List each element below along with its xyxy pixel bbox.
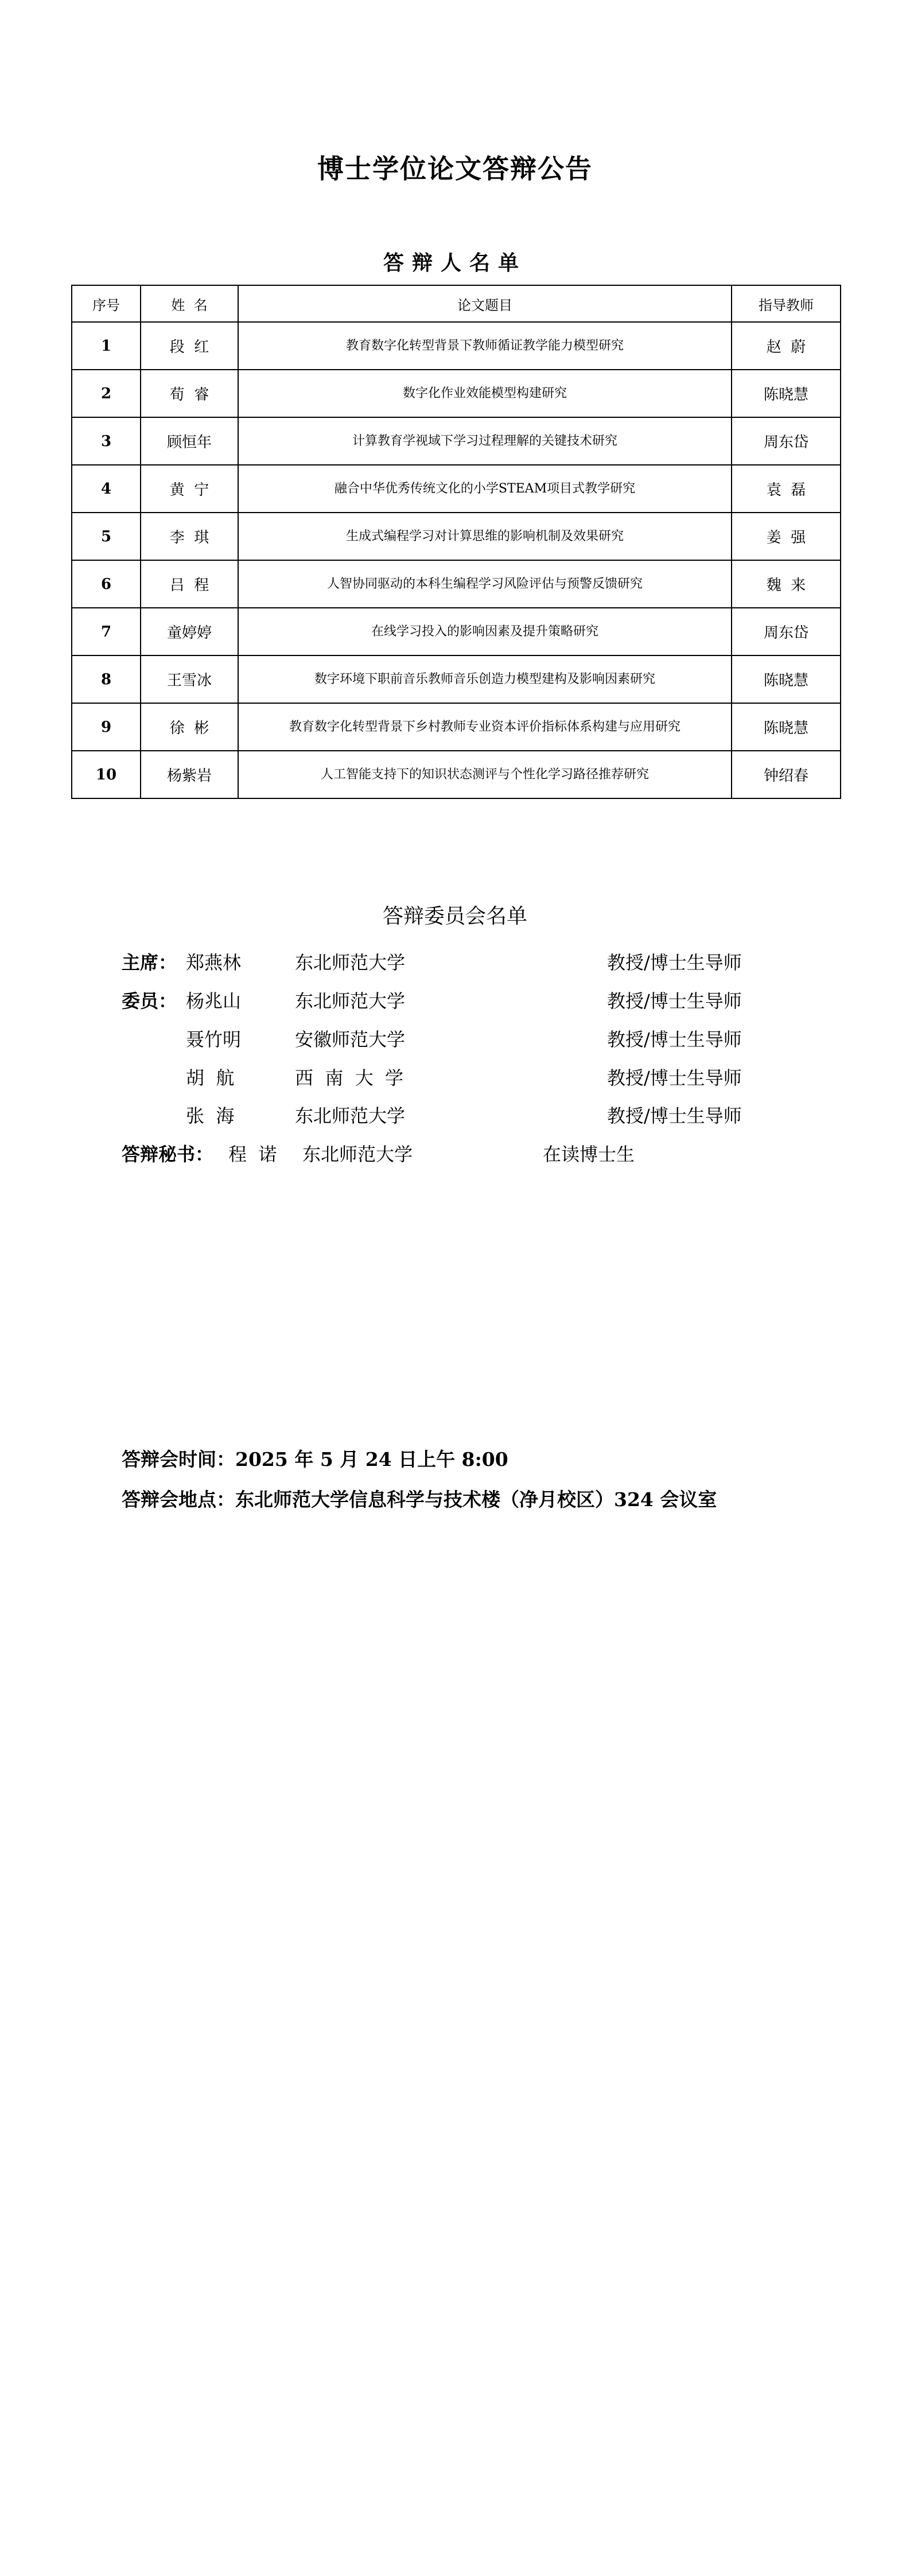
member-org: 东北师范大学: [295, 990, 406, 1012]
row-advisor: 魏 来: [732, 560, 841, 608]
table-header-row: [72, 285, 841, 322]
member-role: 教授/博士生导师: [607, 1067, 742, 1089]
row-advisor: 陈晓慧: [732, 703, 841, 751]
row-no: 8: [72, 655, 141, 703]
committee-chair-row: [122, 950, 810, 975]
row-name: 李 琪: [141, 513, 238, 560]
row-advisor: 周东岱: [732, 417, 841, 465]
row-no: 5: [72, 513, 141, 560]
row-name: 徐 彬: [141, 703, 238, 751]
row-name: 吕 程: [141, 560, 238, 608]
meeting-time-value: 2025 年 5 月 24 日上午 8:00: [235, 1448, 508, 1471]
table-row: [72, 703, 841, 751]
row-name: 荀 睿: [141, 370, 238, 417]
meeting-place-label: 答辩会地点：: [122, 1488, 235, 1511]
table-row: [72, 751, 841, 798]
row-no: 4: [72, 465, 141, 513]
table-row: [72, 322, 841, 370]
table-row: [72, 560, 841, 608]
member-role: 教授/博士生导师: [607, 1105, 742, 1127]
row-no: 2: [72, 370, 141, 417]
member-org: 西 南 大 学: [295, 1067, 404, 1089]
row-advisor: 钟绍春: [732, 751, 841, 798]
row-no: 7: [72, 608, 141, 655]
header-title: 论文题目: [238, 285, 732, 322]
chair-org: 东北师范大学: [295, 952, 406, 973]
row-no: 1: [72, 322, 141, 370]
row-name: 童婷婷: [141, 608, 238, 655]
member-org: 安徽师范大学: [295, 1029, 406, 1050]
chair-role: 教授/博士生导师: [607, 952, 742, 973]
member-name: 聂竹明: [186, 1029, 242, 1050]
row-advisor: 赵 蔚: [732, 322, 841, 370]
header-no: 序号: [72, 285, 141, 322]
table-row: [72, 417, 841, 465]
member-org: 东北师范大学: [295, 1105, 406, 1127]
row-name: 顾恒年: [141, 417, 238, 465]
row-title: 人工智能支持下的知识状态测评与个性化学习路径推荐研究: [238, 751, 732, 798]
header-advisor: 指导教师: [732, 285, 841, 322]
chair-name: 郑燕林: [186, 952, 242, 973]
secretary-org: 东北师范大学: [302, 1143, 413, 1165]
header-name: 姓 名: [141, 285, 238, 322]
row-no: 6: [72, 560, 141, 608]
committee-member-row: [122, 988, 810, 1014]
committee-member-row: [122, 1027, 810, 1052]
table-row: [72, 370, 841, 417]
row-no: 9: [72, 703, 141, 751]
member-name: 胡 航: [186, 1067, 235, 1089]
table-row: [72, 513, 841, 560]
row-title: 数字化作业效能模型构建研究: [238, 370, 732, 417]
row-name: 王雪冰: [141, 655, 238, 703]
defense-table: [71, 285, 841, 799]
row-title: 计算教育学视域下学习过程理解的关键技术研究: [238, 417, 732, 465]
row-title: 教育数字化转型背景下乡村教师专业资本评价指标体系构建与应用研究: [238, 703, 732, 751]
page-title: 博士学位论文答辩公告: [317, 153, 593, 184]
row-advisor: 姜 强: [732, 513, 841, 560]
table-row: [72, 608, 841, 655]
table-row: [72, 465, 841, 513]
row-name: 段 红: [141, 322, 238, 370]
meeting-place-value: 东北师范大学信息科学与技术楼（净月校区）324 会议室: [235, 1488, 717, 1511]
row-title: 教育数字化转型背景下教师循证教学能力模型研究: [238, 322, 732, 370]
table-row: [72, 655, 841, 703]
meeting-time: [122, 1446, 508, 1473]
row-title: 在线学习投入的影响因素及提升策略研究: [238, 608, 732, 655]
secretary-name: 程 诺: [228, 1143, 277, 1165]
row-no: 10: [72, 751, 141, 798]
member-name: 杨兆山: [186, 990, 242, 1012]
members-label: 委员：: [122, 990, 177, 1012]
row-title: 人智协同驱动的本科生编程学习风险评估与预警反馈研究: [238, 560, 732, 608]
row-title: 融合中华优秀传统文化的小学STEAM项目式教学研究: [238, 465, 732, 513]
row-title: 生成式编程学习对计算思维的影响机制及效果研究: [238, 513, 732, 560]
row-name: 杨紫岩: [141, 751, 238, 798]
row-no: 3: [72, 417, 141, 465]
committee-member-row: [122, 1103, 810, 1128]
meeting-place: [122, 1487, 717, 1513]
member-role: 教授/博士生导师: [607, 990, 742, 1012]
row-advisor: 周东岱: [732, 608, 841, 655]
row-advisor: 袁 磊: [732, 465, 841, 513]
row-name: 黄 宁: [141, 465, 238, 513]
defense-list-title: 答辩人名单: [383, 251, 527, 275]
member-name: 张 海: [186, 1105, 235, 1127]
secretary-role: 在读博士生: [543, 1143, 635, 1165]
row-advisor: 陈晓慧: [732, 655, 841, 703]
committee-title: 答辩委员会名单: [382, 905, 527, 928]
row-advisor: 陈晓慧: [732, 370, 841, 417]
row-title: 数字环境下职前音乐教师音乐创造力模型建构及影响因素研究: [238, 655, 732, 703]
committee-secretary-row: [122, 1142, 810, 1167]
secretary-label: 答辩秘书：: [122, 1143, 214, 1165]
meeting-time-label: 答辩会时间：: [122, 1448, 235, 1471]
chair-label: 主席：: [122, 952, 177, 973]
committee-member-row: [122, 1065, 810, 1091]
member-role: 教授/博士生导师: [607, 1029, 742, 1050]
